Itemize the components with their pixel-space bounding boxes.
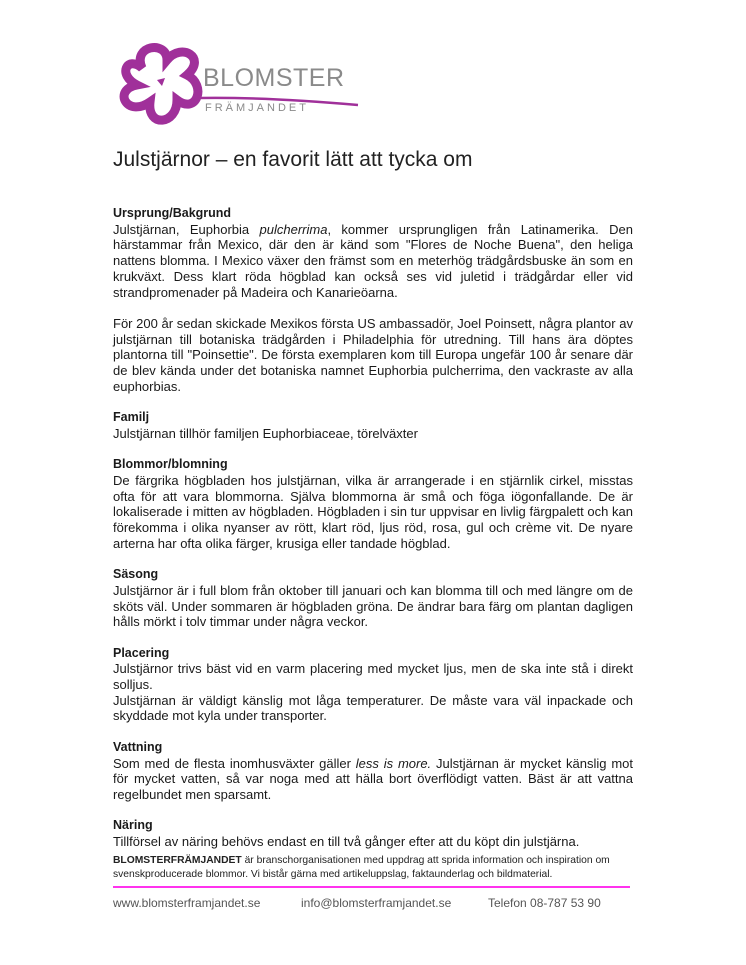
section-heading: Familj: [113, 410, 150, 425]
italic-text: pulcherrima: [259, 221, 328, 237]
contact-row: [113, 896, 633, 912]
paragraph: [113, 834, 633, 850]
logo: [112, 40, 362, 130]
email-link[interactable]: info@blomsterframjandet.se: [301, 895, 452, 910]
section: [113, 818, 633, 849]
footer-divider: [113, 886, 630, 888]
text: Julstjärnan, Euphorbia: [113, 221, 260, 237]
italic-text: less is more.: [355, 755, 432, 771]
section: [113, 646, 633, 725]
section-heading: Ursprung/Bakgrund: [113, 206, 232, 220]
text: Julstjärnan är mycket känslig mot för mycket vatten, så var noga med att hälla bort överflödigt vatten. Bäst är att vattna regelbundet men sparsamt.: [113, 755, 633, 802]
section-heading: Blommor/blomning: [113, 457, 228, 472]
text: Julstjärnor trivs bäst vid en varm placering med mycket ljus, men de ska inte stå i direkt solljus.: [113, 661, 633, 693]
text: Som med de flesta inomhusväxter gäller: [113, 755, 356, 771]
section: [113, 206, 633, 394]
footer-note: [113, 854, 633, 882]
logo-name: BLOMSTER: [203, 64, 345, 92]
article-body: [113, 206, 633, 850]
website-link[interactable]: www.blomsterframjandet.se: [113, 895, 261, 910]
paragraph: [113, 473, 633, 552]
section-heading: Placering: [113, 645, 170, 660]
section-heading: Säsong: [113, 567, 159, 582]
footer-text: är branschorganisationen med uppdrag att sprida information och inspiration om svenskproducerade blommor. Vi bistår gärna med artikeluppslag, faktaunderlag och bildmaterial.: [113, 854, 610, 880]
paragraph: [113, 426, 633, 442]
text: Julstjärnan är väldigt känslig mot låga temperaturer. De måste vara väl inpackade och skyddade mot kyla under transporter.: [113, 692, 633, 724]
paragraph: [113, 661, 633, 692]
section: [113, 410, 633, 441]
paragraph: [113, 756, 633, 803]
text: , kommer ursprungligen från Latinamerika. Den härstammar från Mexico, där den är känd som "Flores de Noche Buena", den heliga nattens blomma. I Mexico växer den främst som en meterhög trädgårdsbuske än som en krukväxt. Dess klart röda högblad kan också ses vid juletid i trädgårdar eller vid strandpromenader på Madeira och Kanarieöarna.: [113, 221, 633, 300]
logo-subtitle: FRÄMJANDET: [205, 102, 309, 114]
text: Julstjärnor är i full blom från oktober till januari och kan blomma till och med längre om de sköts väl. Under sommaren är högbladen gröna. De ändrar bara färg om plantan dagligen hålls mörkt i tolv timmar under några veckor.: [113, 582, 633, 630]
section: [113, 740, 633, 803]
paragraph: [113, 222, 633, 301]
footer-org: BLOMSTERFRÄMJANDET: [113, 854, 242, 866]
section: [113, 457, 633, 551]
section: [113, 567, 633, 630]
page-flow: [113, 206, 633, 912]
section-heading: Vattning: [113, 739, 163, 754]
page-title: Julstjärnor – en favorit lätt att tycka om: [113, 148, 473, 171]
paragraph: [113, 316, 633, 395]
paragraph: [113, 693, 633, 724]
text: För 200 år sedan skickade Mexikos första US ambassadör, Joel Poinsett, några plantor av julstjärnan till botaniska trädgården i Philadelphia för utredning. Till hans ära döptes plantorna till "Poinsettie". De första exemplaren kom till Europa ungefär 100 år senare där de blev kända under det botaniska namnet Euphorbia pulcherrima, den vackraste av alla euphorbias.: [113, 315, 633, 394]
text: Tillförsel av näring behövs endast en till två gånger efter att du köpt din julstjärna.: [113, 834, 580, 850]
phone-number: Telefon 08-787 53 90: [488, 895, 601, 910]
text: Julstjärnan tillhör familjen Euphorbiaceae, törelväxter: [113, 425, 418, 441]
section-heading: Näring: [113, 818, 153, 833]
text: De färgrika högbladen hos julstjärnan, vilka är arrangerade i en stjärnlik cirkel, misstas ofta för att vara blommorna. Själva blommorna är små och föga iögonfallande. De är lokaliserade i mitten av högbladen. Högbladen i sin tur uppvisar en livlig färgpalett och kan förekomma i olika nyanser av rött, klart röd, ljus röd, rosa, gul och crème vit. De nyare arterna har ofta olika färger, krusiga eller tandade högblad.: [113, 472, 633, 551]
paragraph: [113, 583, 633, 630]
